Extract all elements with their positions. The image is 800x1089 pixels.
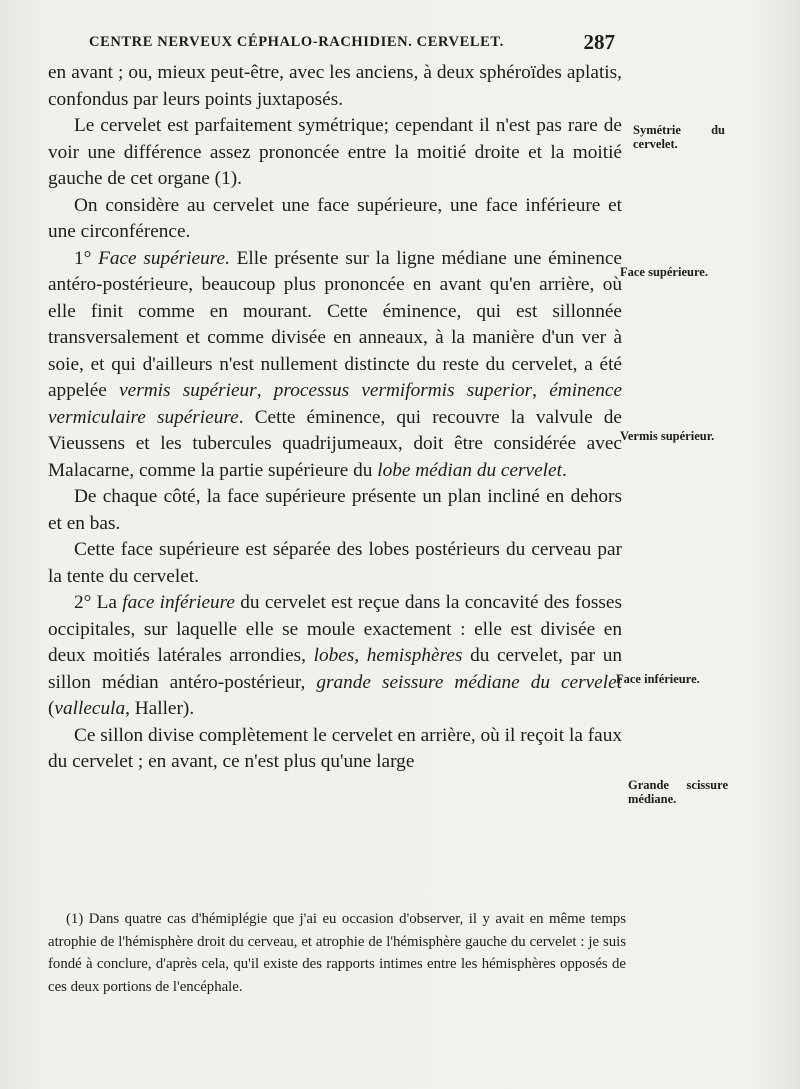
term-processus: processus vermiformis superior <box>273 380 533 401</box>
paragraph-6: Cette face supérieure est séparée des lobes postérieurs du cerveau par la tente du cervelet. <box>48 539 622 587</box>
text-run: , Haller). <box>125 698 195 719</box>
paragraph-1: en avant ; ou, mieux peut-être, avec les anciens, à deux sphéroïdes aplatis, confondus par leurs points juxtaposés. <box>48 62 622 110</box>
text-run: . <box>561 459 567 481</box>
section-title-face-superieure: Face supérieure. <box>98 247 230 269</box>
text-run: ( <box>48 698 55 719</box>
term-vermis-superieur: vermis supérieur <box>119 380 257 401</box>
margin-note-face-inferieure: Face inférieure. <box>616 672 700 686</box>
term-lobe-median: lobe médian du cervelet <box>377 459 562 481</box>
section-number-1: 1° <box>74 247 92 269</box>
paragraph-3: On considère au cervelet une face supérieure, une face inférieure et une circonférence. <box>48 194 622 242</box>
running-header <box>85 30 615 60</box>
margin-note-vermis: Vermis supérieur. <box>620 429 715 443</box>
paragraph-face-inferieure <box>48 590 622 723</box>
term-grande-seissure: grande seissure médiane du cervelet <box>316 671 622 693</box>
footnote-1: (1) Dans quatre cas d'hémiplégie que j'ai eu occasion d'observer, il y avait en même temps atrophie de l'hémisphère droit du cerveau, et atrophie de l'hémisphère gauche du cervelet : je suis fondé à conclure, d'après cela, qu'il existe des rapports intimes entre les hémisphères opposés de ces deux portions de l'encéphale. <box>48 911 626 995</box>
text-run: . Cette éminence, qui recouvre la valvule de Vieussens et les tubercules quadrijumeaux, doit être considérée avec Malacarne, comme la partie supérieure du <box>48 406 622 481</box>
margin-note-symetrie: Symétrie du cervelet. <box>633 123 725 151</box>
margin-note-face-superieure: Face supérieure. <box>620 265 708 279</box>
text-run: du cervelet, par un sillon médian antéro-postérieur, <box>48 645 622 693</box>
text-run: , <box>532 380 550 401</box>
term-vallecula: vallecula <box>54 698 126 719</box>
section-number-2: 2° La <box>74 592 123 613</box>
text-run: Elle présente sur la ligne médiane une éminence antéro-postérieure, beaucoup plus prononcée en avant qu'en arrière, où elle finit comme en mourant. Cette éminence, qui est sillonnée transversalement et comme divisée en anneaux, à la manière d'un ver à soie, et qui d'ailleurs n'est nullement distincte du reste du cervelet, a été appelée <box>48 247 622 401</box>
term-face-inferieure: face inférieure <box>122 592 235 613</box>
main-text <box>48 60 622 776</box>
page-number: 287 <box>583 30 615 54</box>
footnote-block <box>48 908 626 998</box>
text-run: , <box>256 380 274 401</box>
text-run: du cervelet est reçue dans la concavité des fosses occipitales, sur laquelle elle se moule exactement : elle est divisée en deux moitiés latérales arrondies, <box>48 592 622 666</box>
paragraph-8: Ce sillon divise complètement le cervelet en arrière, où il reçoit la faux du cervelet ; en avant, ce n'est plus qu'une large <box>48 724 622 772</box>
paragraph-5: De chaque côté, la face supérieure présente un plan incliné en dehors et en bas. <box>48 486 622 534</box>
term-eminence: éminence vermiculaire supérieure <box>48 380 623 428</box>
running-title: CENTRE NERVEUX CÉPHALO-RACHIDIEN. CERVELET. <box>89 34 504 50</box>
paragraph-2: Le cervelet est parfaitement symétrique; cependant il n'est pas rare de voir une différence assez prononcée entre la moitié droite et la moitié gauche de cet organe (1). <box>48 115 622 189</box>
margin-note-scissure: Grande scissure médiane. <box>628 778 728 806</box>
term-lobes-hemispheres: lobes, hemisphères <box>313 645 463 666</box>
paragraph-face-superieure <box>48 246 622 485</box>
